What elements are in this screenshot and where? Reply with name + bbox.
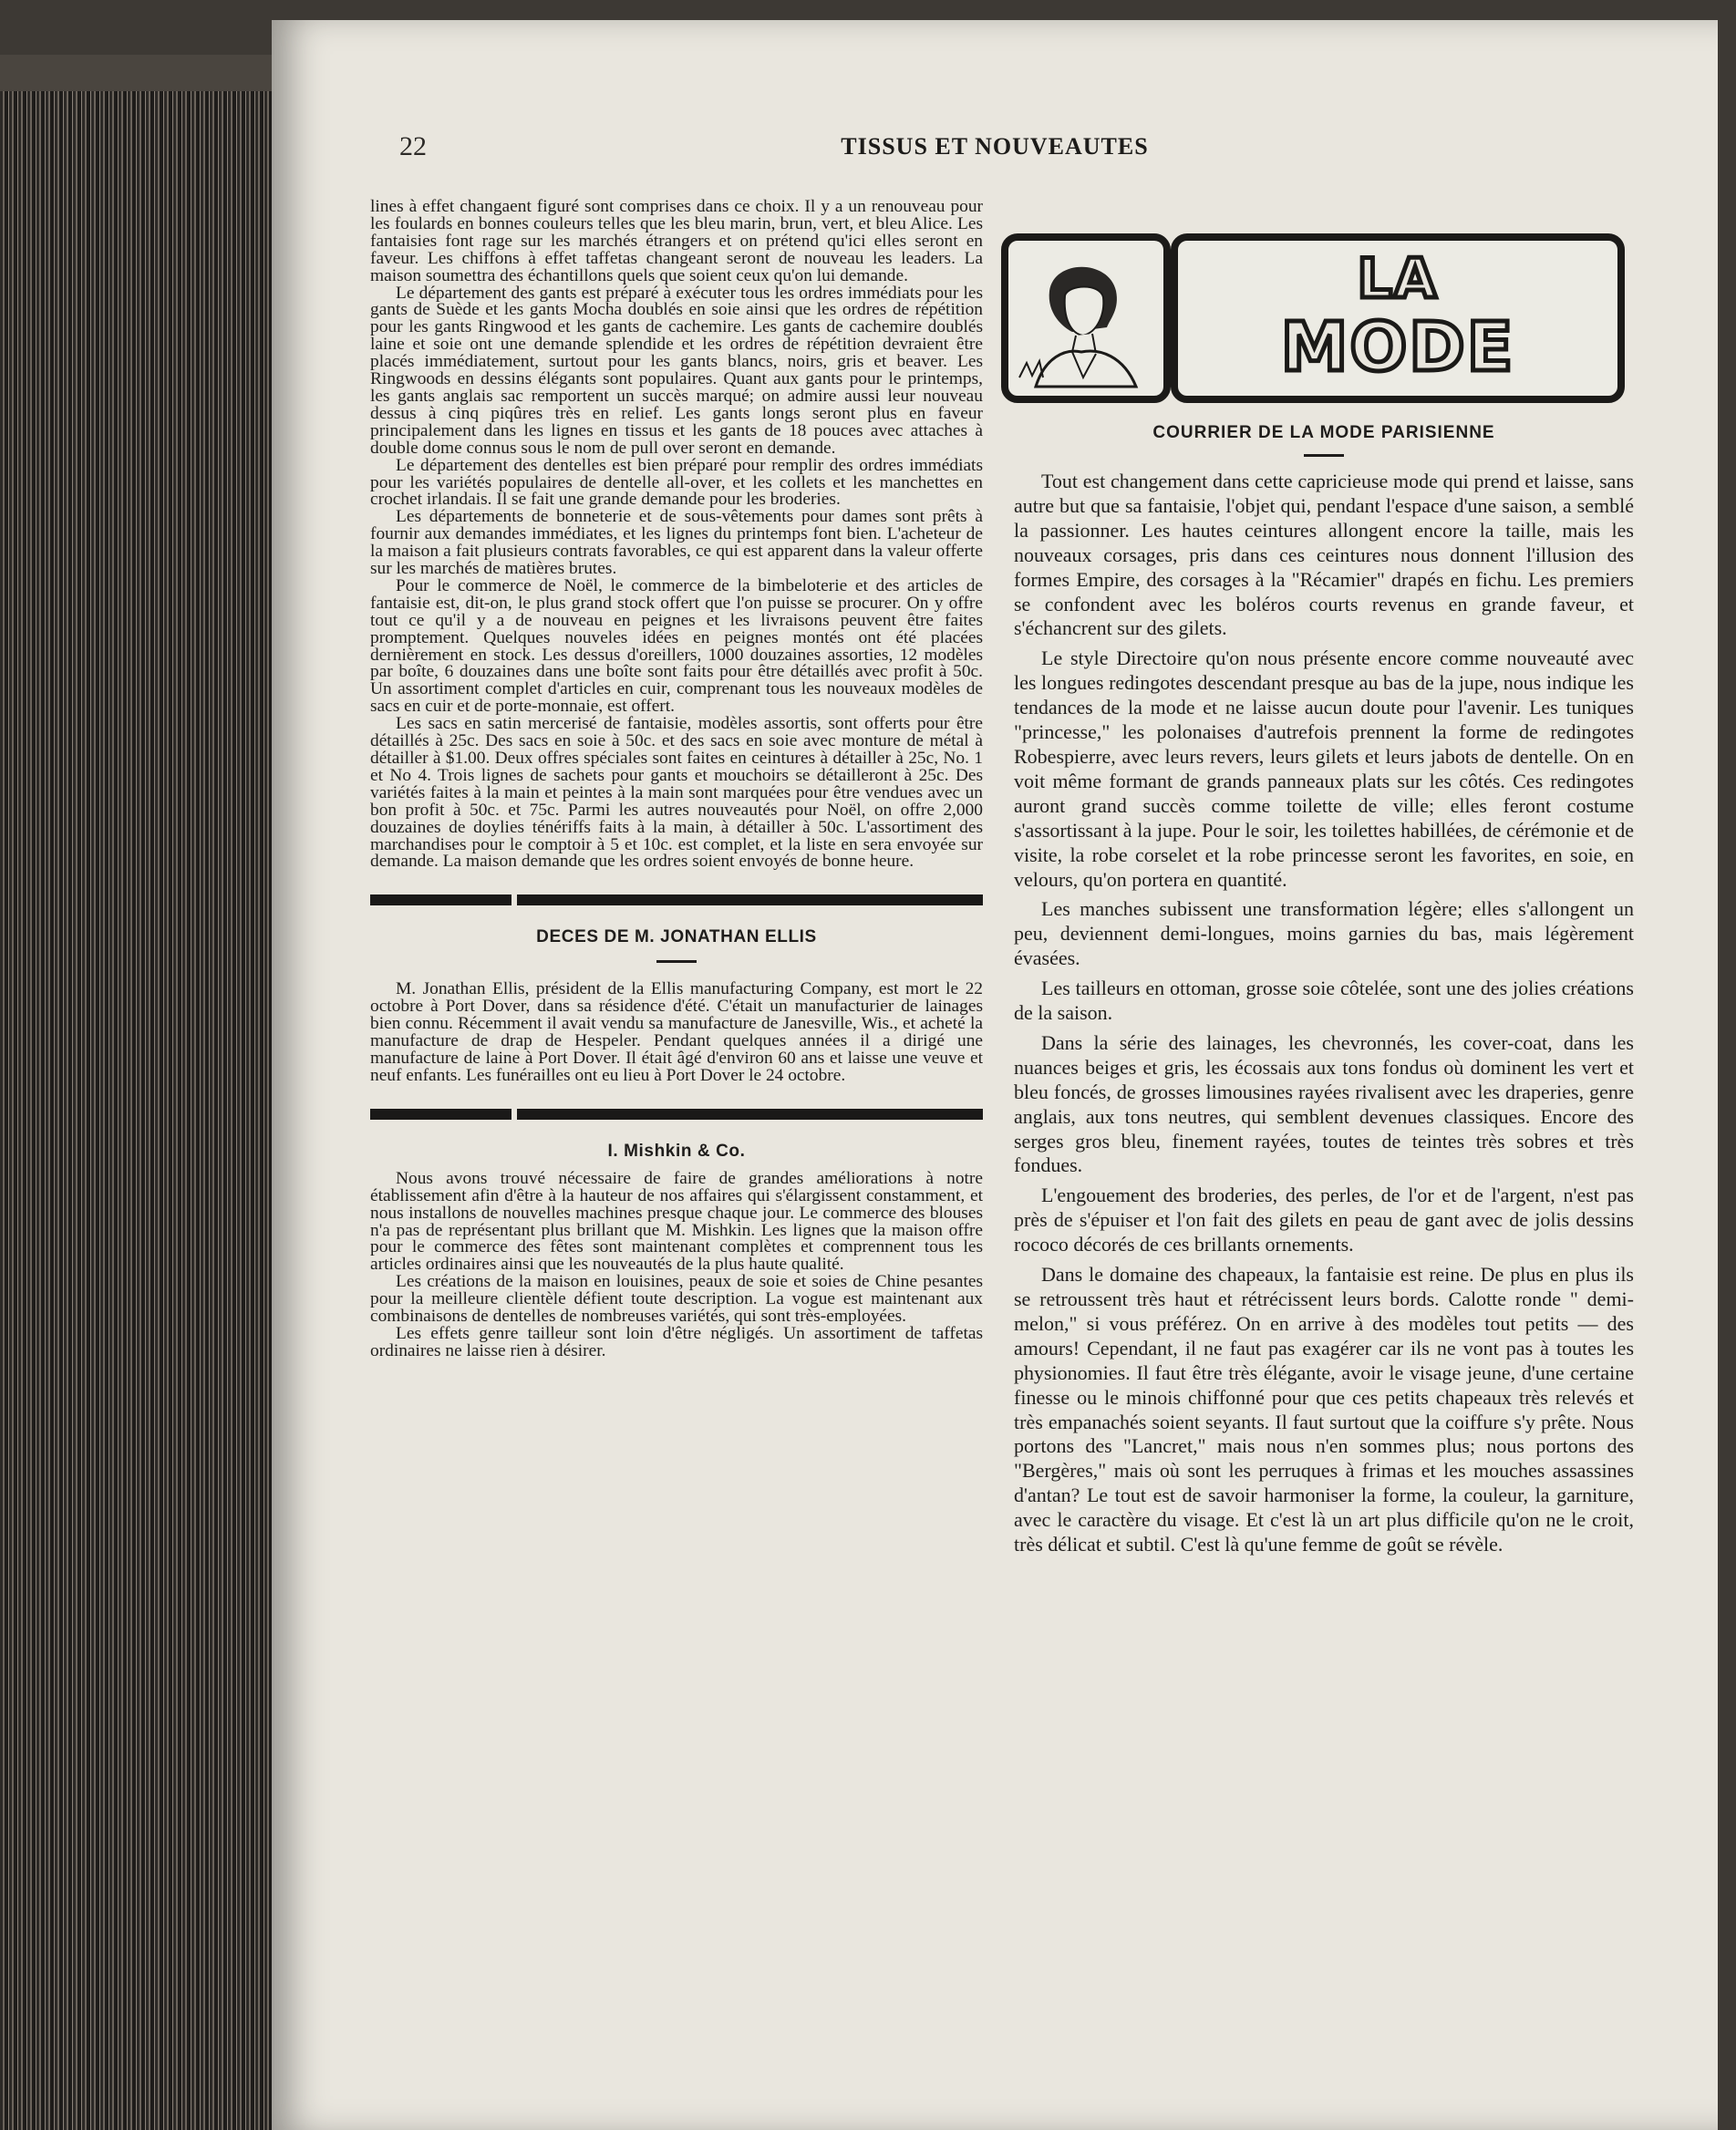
magazine-page <box>272 20 1718 2130</box>
mishkin-paragraph: Nous avons trouvé nécessaire de faire de grandes améliorations à notre établissement afin d'être à la hauteur de nos affaires qui s'élargissent constamment, et nous installons de nouvelles machines presque chaque jour. Le commerce des blouses n'a pas de représentant plus brillant que M. Mishkin. Les lignes que la maison offre pour le commerce des fêtes sont maintenant complètes et comprennent tous les articles ordinaires ainsi que les nouveautés de la plus haute qualité. <box>370 1168 983 1275</box>
mishkin-paragraph: Les créations de la maison en louisines, peaux de soie et soies de Chine pesantes pour la meilleure clientèle défient toute description. La vogue est maintenant aux combinaisons de dentelles de nombreuses variétés, qui sont très-employées. <box>370 1272 983 1327</box>
mishkin-paragraph: Les effets genre tailleur sont loin d'être négligés. Un assortiment de taffetas ordinaires ne laisse rien à désirer. <box>370 1323 983 1360</box>
la-mode-banner <box>1014 233 1634 407</box>
book-page-edges <box>0 55 274 2130</box>
lady-portrait-illustration <box>1001 233 1171 403</box>
mode-paragraph: Les manches subissent une transformation légère; elles s'allongent un peu, deviennent demi-longues, moins garnies du bas, mais légèrement évasées. <box>1014 897 1634 970</box>
heading-rule <box>1304 454 1344 457</box>
deces-paragraph: M. Jonathan Ellis, président de la Ellis manufacturing Company, est mort le 22 octobre à Port Dover, dans sa résidence d'été. C'était un manufacturier de lainages bien connu. Récemment il avait vendu sa manufacture de Janesville, Wis., et acheté la manufacture de drap de Hespeler. Pendant quelques années il a dirigé une manufacture de laine à Port Dover. Il était âgé d'environ 60 ans et laisse une veuve et neuf enfants. Les funérailles ont eu lieu à Port Dover le 24 octobre. <box>370 979 983 1085</box>
la-mode-title <box>1178 247 1617 387</box>
left-column <box>370 199 983 1360</box>
section-divider <box>370 894 983 905</box>
la-mode-title-box <box>1171 233 1625 403</box>
mode-paragraph: Le style Directoire qu'on nous présente encore comme nouveauté avec les longues redingotes descendant presque au bas de la jupe, nous indique les tendances de la mode et ne laisse aucun doute pour l'avenir. Les tuniques "princesse," les polonaises d'autrefois prennent la forme de redingotes Robespierre, avec leurs revers, leurs gilets et leurs jabots de dentelle. On en voit même formant de grands panneaux plats sur les côtés. Ces redingotes auront grand succès comme toilette de ville; elles feront costume s'assortissant à la jupe. Pour le soir, les toilettes habillées, de cérémonie et de visite, la robe corselet et la robe princesse seront les favorites, en soie, en velours, qu'on portera en quantité. <box>1014 646 1634 891</box>
heading-rule <box>656 960 697 963</box>
mode-paragraph: Les tailleurs en ottoman, grosse soie côtelée, sont une des jolies créations de la saison. <box>1014 977 1634 1025</box>
section-divider <box>370 1109 983 1120</box>
article-paragraph: Le département des dentelles est bien préparé pour remplir des ordres immédiats pour les variétés populaires de dentelle all-over, et les collets et les manchettes en crochet irlandais. Il se fait une grande demande pour les broderies. <box>370 455 983 510</box>
page-header <box>272 131 1718 168</box>
article-paragraph: Les départements de bonneterie et de sous-vêtements pour dames sont prêts à fournir aux demandes immédiates, et les lignes du printemps font bien. L'acheteur de la maison a fait plusieurs contrats favorables, ce qui est apparent dans la valeur offerte sur les marchés de matières brutes. <box>370 507 983 579</box>
mode-paragraph: L'engouement des broderies, des perles, de l'or et de l'argent, n'est pas près de s'épuiser et l'on fait des gilets en peau de gant avec de jolis dessins rococo décorés de ces brillants ornements. <box>1014 1184 1634 1256</box>
article-paragraph: Les sacs en satin mercerisé de fantaisie, modèles assortis, sont offerts pour être détaillés à 25c. Des sacs en soie à 50c. et des sacs en soie avec monture de métal à détailler à $1.00. Deux offres spéciales sont faites en ceintures à détailler à 25c, No. 1 et No 4. Trois lignes de sachets pour gants et mouchoirs se détailleront à 25c. Des variétés faites à la main et peintes à la main sont marquées pour être vendues avec un bon profit à 50c. et 75c. Parmi les autres nouveautés pour Noël, on offre 2,000 douzaines de doylies ténériffs faits à la main, à détailler à 50c. L'assortiment des marchandises pour le comptoir à 5 et 10c. est complet, et la liste en sera envoyée sur demande. La maison demande que les ordres soient envoyés de bonne heure. <box>370 714 983 872</box>
deces-heading: DECES DE M. JONATHAN ELLIS <box>536 927 817 947</box>
article-paragraph: Pour le commerce de Noël, le commerce de la bimbeloterie et des articles de fantaisie est, dit-on, le plus grand stock offert que l'on puisse se procurer. On y offre tout ce qu'il y a de nouveau en peignes et les livraisons peuvent être faites promptement. Quelques nouveles idées en peignes montés ont été placées dernièrement en stock. Les dessus d'oreillers, 1000 douzaines assorties, 12 modèles par boîte, 6 douzaines dans une boîte sont faits pour être détaillés avec profit à 50c. Un assortiment complet d'articles en cuir, comprenant tous les nouveaux modèles de sacs en cuir et de porte-monnaie, est offert. <box>370 575 983 717</box>
article-paragraph: Le département des gants est préparé à exécuter tous les ordres immédiats pour les gants de Suède et les gants Mocha doublés en soie ainsi que les ordres de répétition pour les gants Ringwood et les gants de cachemire. Les gants de cachemire doublés laine et soie ont une demande splendide et les ordres de répétition devraient être placés immédiatement, surtout pour les gants blancs, noirs, gris et beaver. Les Ringwoods en dessins élégants sont populaires. Quant aux gants pour le printemps, les gants anglais sac remportent un succès marqué; on admire aussi leur nouveau dessus à cinq piqûres très en relief. Les gants longs seront plus en faveur principalement dans les lignes en tissus et les gants de 18 pouces avec attaches à double dome connus sous le nom de pull over seront en demande. <box>370 283 983 458</box>
page-number: 22 <box>399 131 427 161</box>
article-paragraph: lines à effet changaent figuré sont comprises dans ce choix. Il y a un renouveau pour les foulards en bonnes couleurs telles que les bleu marin, brun, vert, et bleu Alice. Les fantaisies font rage sur les marchés étrangers et on prétend qu'ici elles seront en faveur. Les chiffons à effet taffetas changeant seront de nouveau les leaders. La maison soumettra des échantillons quels que soient ceux qu'on lui demande. <box>370 197 983 285</box>
woman-portrait-icon <box>1008 241 1163 396</box>
mode-paragraph: Dans le domaine des chapeaux, la fantaisie est reine. De plus en plus ils se retroussent très haut et rétrécissent leurs bords. Calotte ronde " demi-melon," si vous préférez. On en arrive à des modèles tout petits — des amours! Cependant, il ne faut pas exagérer car ils ne vont pas à toutes les physionomies. Il faut être très élégante, avoir le visage jeune, d'une certaine finesse ou le minois chiffonné pour que ces petits chapeaux très relevés et très empanachés soient seyants. Il faut surtout que la coiffure s'y prête. Nous portons des "Lancret," mais nous n'en sommes plus; nous portons des "Bergères," mais où sont les perruques à frimas et les mouches assassines d'antan? Le tout est de savoir harmoniser la forme, la couleur, la garniture, avec le caractère du visage. Et c'est là un art plus difficile qu'on ne le croit, très délicat et subtil. C'est là qu'une femme de goût se révèle. <box>1014 1263 1634 1556</box>
running-title: TISSUS ET NOUVEAUTES <box>841 133 1149 160</box>
banner-line-la: LA <box>1357 247 1439 311</box>
courrier-heading: COURRIER DE LA MODE PARISIENNE <box>1152 423 1495 442</box>
mishkin-heading: I. Mishkin & Co. <box>607 1141 746 1161</box>
mode-paragraph: Dans la série des lainages, les chevronnés, les cover-coat, dans les nuances beiges et gris, les écossais aux tons fondus où dominent les vert et bleu foncés, de grosses limousines rayées rivalisent avec les draperies, genre anglais, aux tons neutres, qui semblent devenues classiques. Encore des serges gros bleu, finement rayées, toutes de teintes très sobres et très fondues. <box>1014 1030 1634 1177</box>
right-column <box>1014 199 1634 1563</box>
banner-line-mode: MODE <box>1280 308 1515 387</box>
mode-paragraph: Tout est changement dans cette capricieuse mode qui prend et laisse, sans autre but que sa fantaisie, l'objet qui, pendant l'espace d'une saison, a semblé la passionner. Les hautes ceintures allongent encore la taille, mais les nouveaux corsages, pris dans ces ceintures nous donnent l'illusion des formes Empire, des corsages à la "Récamier" drapés en fichu. Les premiers se confondent avec les boléros courts revenus en grande faveur, et s'échancrent sur des gilets. <box>1014 470 1634 640</box>
